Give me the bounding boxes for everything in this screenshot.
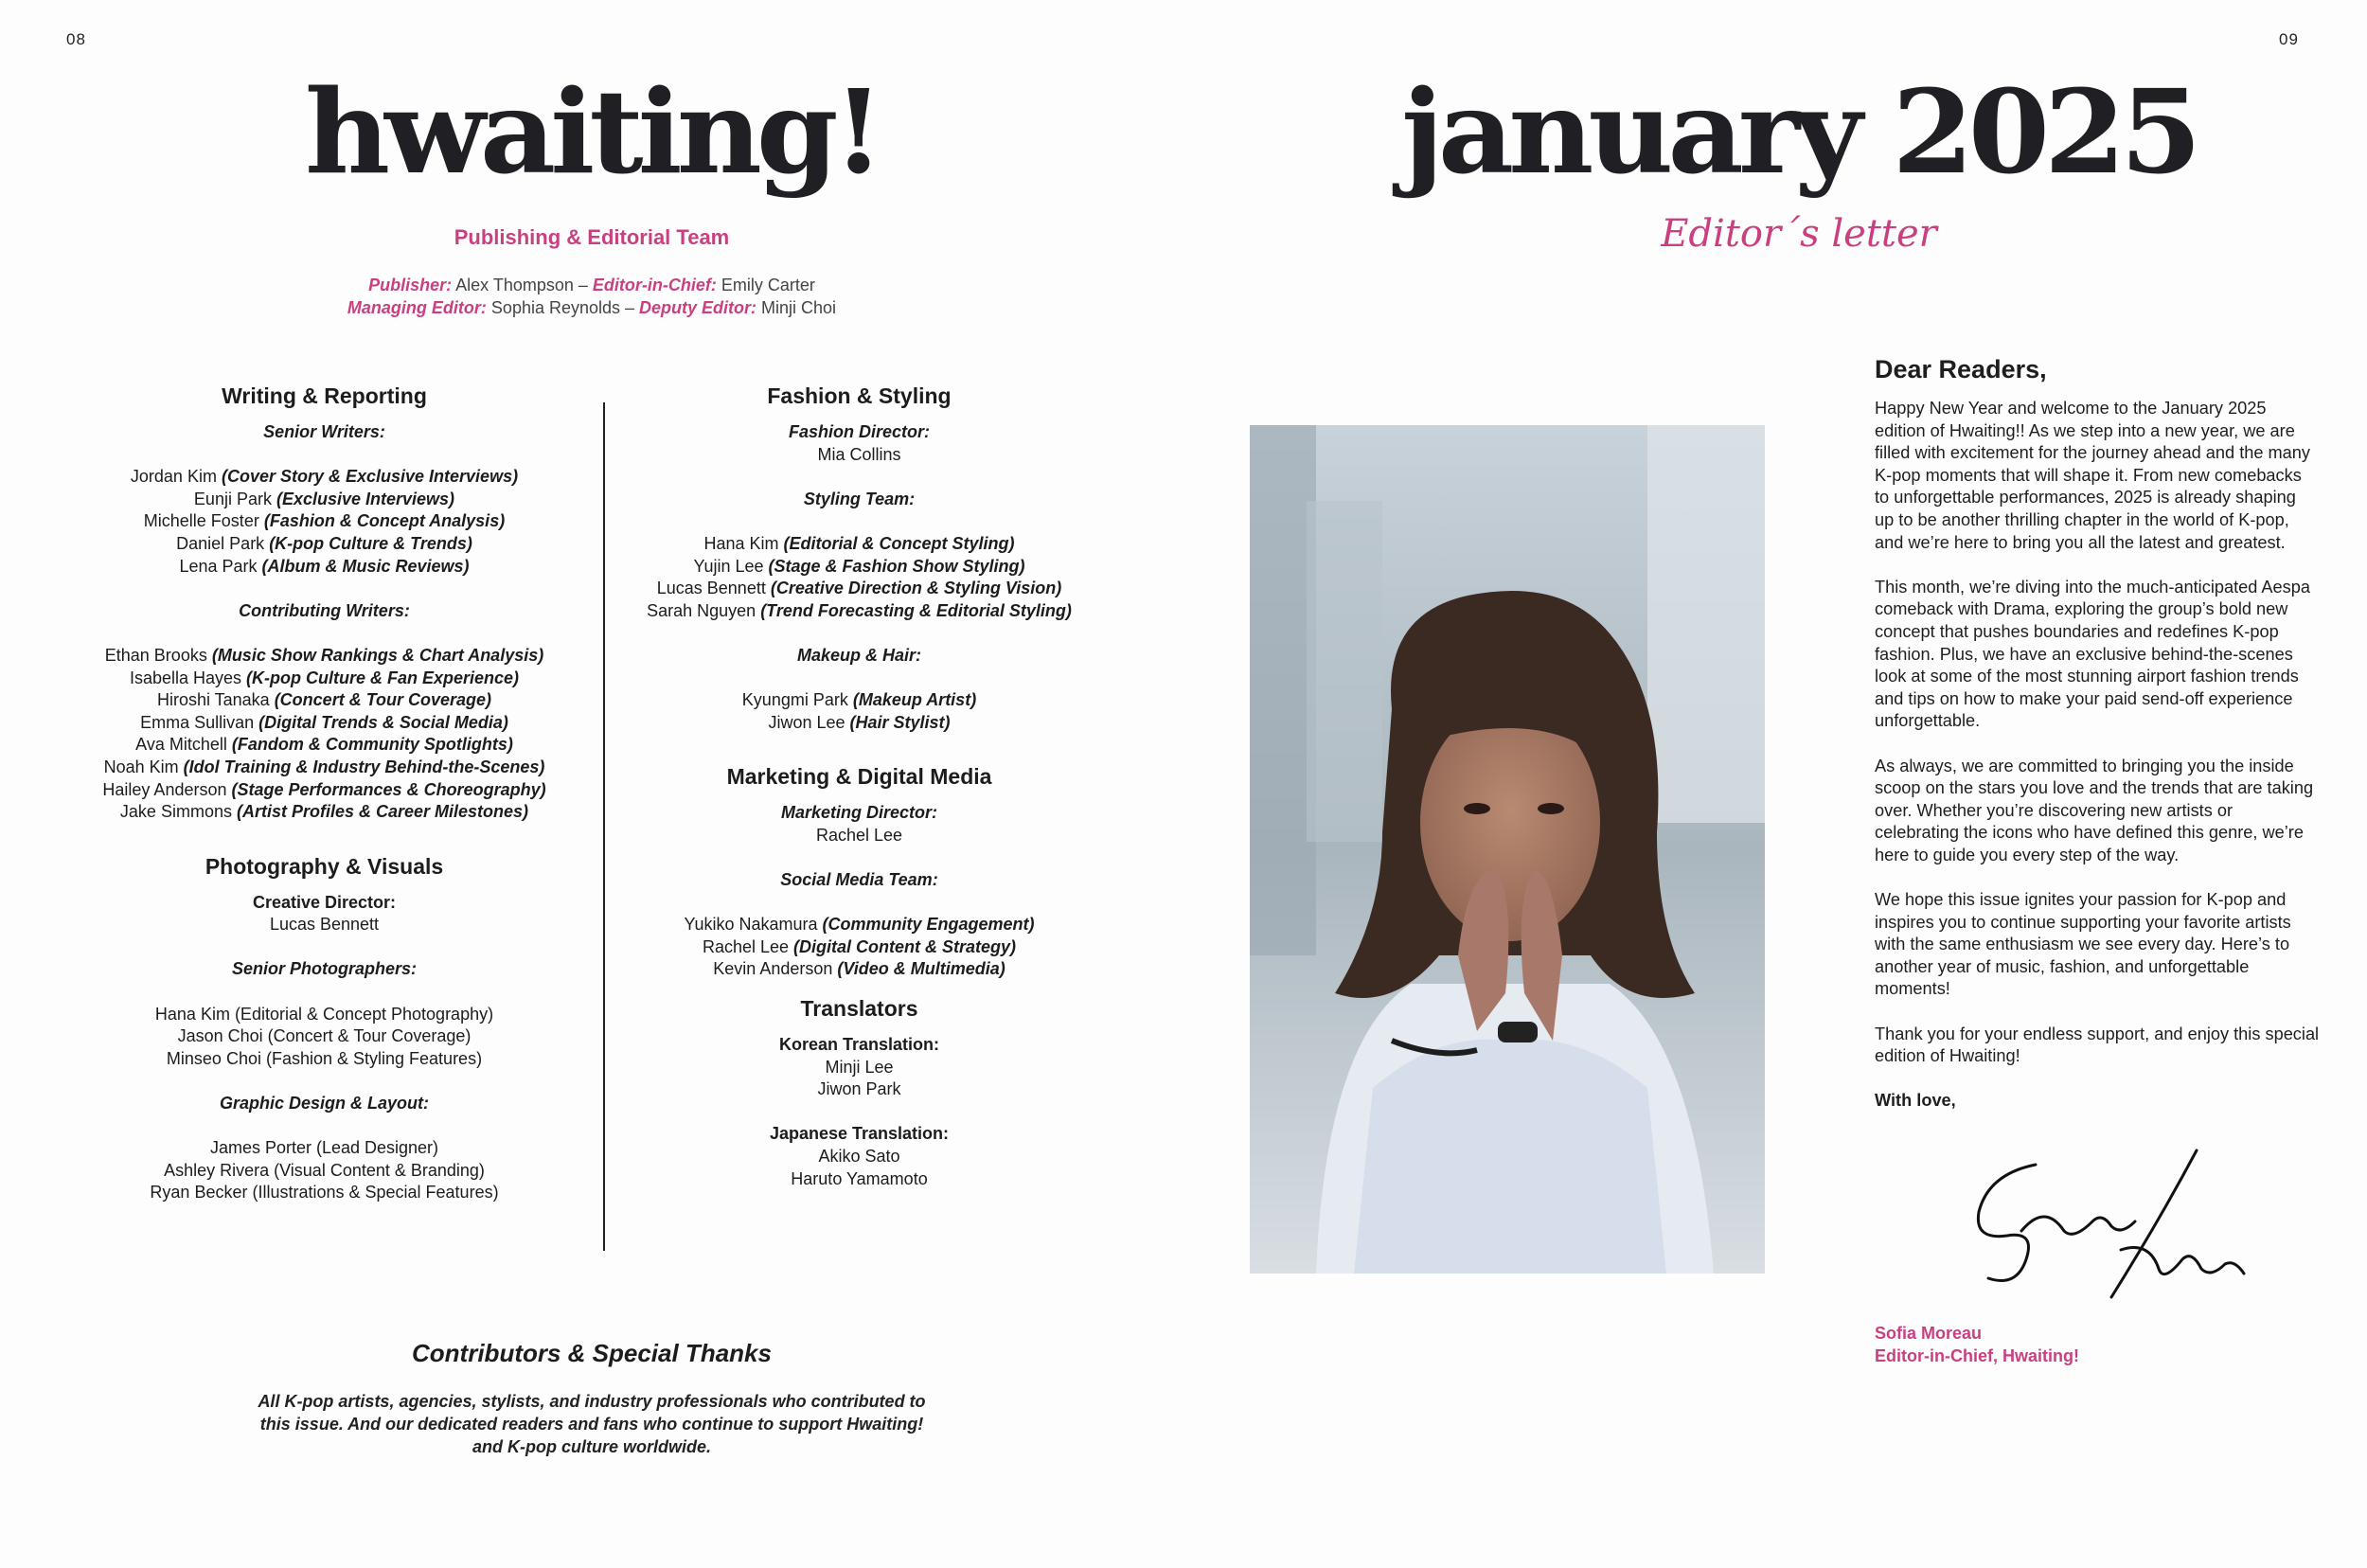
page-number-right: 09 [2279, 30, 2299, 48]
creative-director-label: Creative Director: [252, 892, 397, 912]
letter-sign-off: With love, [1875, 1091, 1956, 1111]
list-item: Michelle Foster (Fashion & Concept Analysis) [143, 511, 506, 531]
list-item: Hana Kim (Editorial & Concept Styling) [703, 533, 1015, 553]
special-thanks-body: All K-pop artists, agencies, stylists, and industry professionals who contributed to this issue. And our dedicated readers and fans who continue to support Hwaiting! and K-pop culture worldwide. [258, 1392, 926, 1456]
fashion-director-name: Mia Collins [817, 444, 901, 464]
masthead-hwaiting: hwaiting! [304, 65, 880, 201]
list-item: Isabella Hayes (K-pop Culture & Fan Experience) [129, 668, 520, 687]
section-photography-title: Photography & Visuals [205, 853, 444, 879]
list-item: Emma Sullivan (Digital Trends & Social Media) [140, 712, 508, 732]
graphic-design-label: Graphic Design & Layout: [219, 1094, 430, 1114]
masthead-january-2025: january 2025 [1401, 65, 2197, 201]
list-item: James Porter (Lead Designer) [209, 1138, 439, 1158]
list-item: Ava Mitchell (Fandom & Community Spotlights) [135, 735, 513, 755]
list-item: Minseo Choi (Fashion & Styling Features) [166, 1048, 483, 1068]
list-item: Kyungmi Park (Makeup Artist) [741, 690, 977, 710]
senior-writers-label: Senior Writers: [263, 422, 385, 441]
list-item: Yujin Lee (Stage & Fashion Show Styling) [693, 556, 1025, 576]
portrait-photo-icon [1250, 425, 1765, 1274]
styling-team-list [625, 533, 1094, 622]
letter-paragraph: Happy New Year and welcome to the January 2025 edition of Hwaiting!! As we step into a new year, we are filled with excitement for the journey ahead and the many K-pop moments that will shape it. From new comebacks to unforgettable performances, 2025 is already shaping up to be another thrilling chapter in the world of K-pop, and we’re here to bring you all the latest and greatest. [1875, 399, 2311, 552]
list-item: Jake Simmons (Artist Profiles & Career Milestones) [119, 802, 529, 822]
letter-paragraph: Thank you for your endless support, and enjoy this special edition of Hwaiting! [1875, 1024, 2320, 1066]
publishing-line-1: Publisher: Alex Thompson – Editor-in-Chief: Emily Carter [368, 276, 815, 294]
letter-paragraph: As always, we are committed to bringing you the inside scoop on the stars you love and the trends that are taking over. Whether you’re discovering new artists or celebrating the icons who have defined this genre, we’re here to guide you every step of the way. [1875, 756, 2314, 864]
letter-paragraph: We hope this issue ignites your passion for K-pop and inspires you to continue supporting your favorite artists with the same enthusiasm we see every day. Here’s to another year of music, fashion, and unforgettable moments! [1875, 890, 2291, 999]
letter-greeting: Dear Readers, [1875, 355, 2047, 383]
list-item: Ryan Becker (Illustrations & Special Features) [150, 1183, 499, 1203]
social-media-list [625, 914, 1094, 981]
list-item: Hana Kim (Editorial & Concept Photography) [154, 1004, 494, 1024]
section-writing-title: Writing & Reporting [222, 383, 427, 408]
publishing-lines [284, 274, 899, 319]
portrait-photo [1250, 425, 1765, 1274]
list-item: Sarah Nguyen (Trend Forecasting & Editorial Styling) [647, 600, 1072, 620]
japanese-translation-list [625, 1146, 1094, 1190]
list-item: Kevin Anderson (Video & Multimedia) [713, 959, 1006, 979]
list-item: Jiwon Lee (Hair Stylist) [768, 712, 951, 732]
contributing-writers-label: Contributing Writers: [239, 600, 410, 620]
section-marketing-title: Marketing & Digital Media [726, 764, 992, 790]
senior-writers-list [57, 466, 592, 578]
list-item: Ethan Brooks (Music Show Rankings & Chart Analysis) [104, 645, 544, 665]
signer-block [1875, 1322, 2079, 1367]
list-item: Hiroshi Tanaka (Concert & Tour Coverage) [156, 690, 492, 710]
creative-director-name: Lucas Bennett [269, 915, 380, 935]
senior-photographers-label: Senior Photographers: [231, 959, 418, 979]
list-item: Minji Lee [825, 1057, 894, 1077]
page-number-left: 08 [66, 30, 86, 48]
contributing-writers-list [57, 645, 592, 824]
credits-column-right [625, 382, 1094, 1190]
column-divider [603, 402, 605, 1251]
list-item: Lena Park (Album & Music Reviews) [179, 556, 470, 576]
signer-title: Editor-in-Chief, Hwaiting! [1875, 1346, 2079, 1365]
editors-letter [1875, 352, 2320, 1113]
publishing-team-title: Publishing & Editorial Team [454, 225, 730, 249]
styling-team-label: Styling Team: [803, 489, 916, 508]
section-fashion-title: Fashion & Styling [767, 383, 952, 408]
publishing-line-2: Managing Editor: Sophia Reynolds – Deputy Editor: Minji Choi [347, 298, 837, 317]
list-item: Jordan Kim (Cover Story & Exclusive Interviews) [130, 467, 519, 487]
list-item: Daniel Park (K-pop Culture & Trends) [176, 533, 472, 553]
makeup-hair-list [625, 689, 1094, 734]
letter-paragraph: This month, we’re diving into the much-anticipated Aespa comeback with Drama, exploring the group’s bold new concept that pushes boundaries and redefines K-pop fashion. Plus, we have an exclusive behind-the-scenes look at some of the most stunning airport fashion trends and tips on how to make your paid send-off experience unforgettable. [1875, 577, 2310, 731]
credits-column-left [57, 382, 592, 1204]
makeup-hair-label: Makeup & Hair: [796, 645, 922, 665]
japanese-translation-label: Japanese Translation: [769, 1124, 950, 1144]
list-item: Hailey Anderson (Stage Performances & Choreography) [102, 779, 546, 799]
list-item: Rachel Lee (Digital Content & Strategy) [702, 936, 1017, 956]
list-item: Yukiko Nakamura (Community Engagement) [684, 915, 1035, 935]
graphic-design-list [57, 1137, 592, 1204]
list-item: Eunji Park (Exclusive Interviews) [193, 489, 455, 508]
senior-photographers-list [57, 1004, 592, 1071]
handwritten-signature-icon [1969, 1146, 2253, 1307]
list-item: Akiko Sato [818, 1147, 900, 1167]
korean-translation-label: Korean Translation: [778, 1035, 940, 1055]
list-item: Noah Kim (Idol Training & Industry Behind-the-Scenes) [103, 757, 545, 776]
social-media-label: Social Media Team: [780, 870, 938, 890]
special-thanks-title: Contributors & Special Thanks [412, 1339, 772, 1367]
list-item: Jiwon Park [817, 1079, 901, 1099]
list-item: Ashley Rivera (Visual Content & Branding) [164, 1160, 485, 1180]
editors-letter-subtitle: Editor´s letter [1661, 212, 1937, 256]
signer-name: Sofia Moreau [1875, 1324, 1983, 1343]
list-item: Haruto Yamamoto [791, 1168, 928, 1188]
marketing-director-name: Rachel Lee [815, 825, 903, 845]
fashion-director-label: Fashion Director: [788, 422, 931, 441]
section-translators-title: Translators [800, 996, 918, 1022]
marketing-director-label: Marketing Director: [780, 803, 938, 823]
korean-translation-list [625, 1057, 1094, 1101]
list-item: Jason Choi (Concert & Tour Coverage) [177, 1026, 472, 1046]
list-item: Lucas Bennett (Creative Direction & Styling Vision) [656, 579, 1062, 598]
